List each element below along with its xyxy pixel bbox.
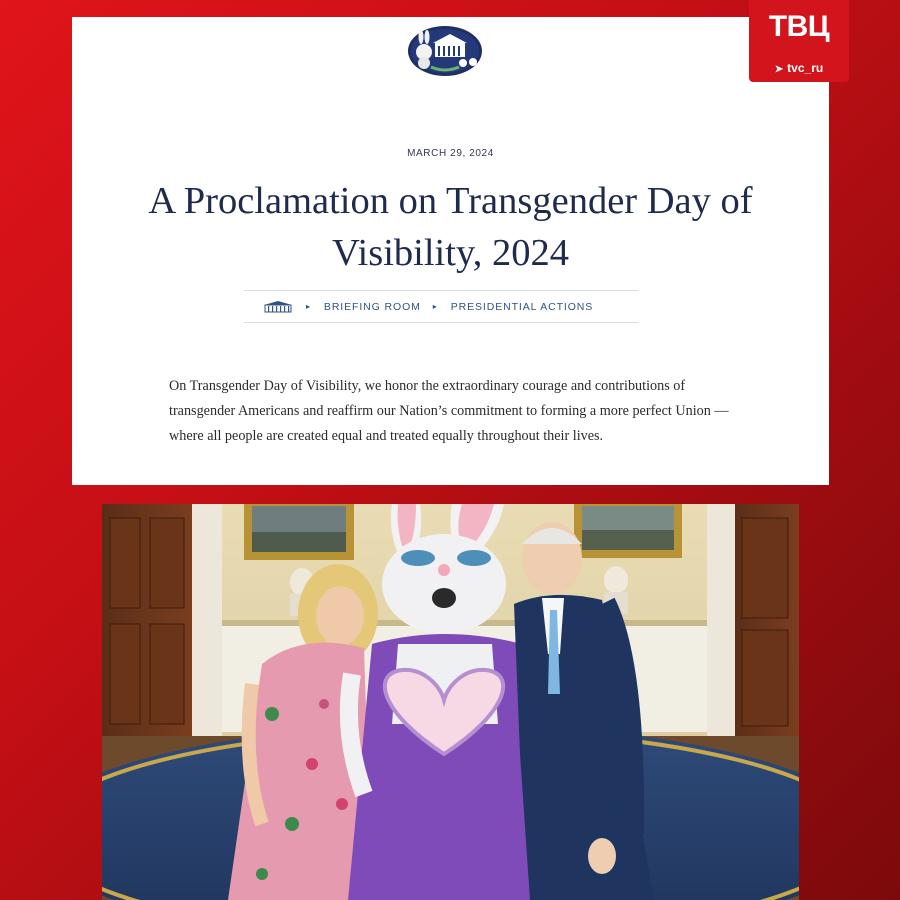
tvc-logo-text: ТВЦ bbox=[768, 10, 830, 43]
telegram-icon: ➤ bbox=[774, 64, 784, 75]
publish-date: MARCH 29, 2024 bbox=[407, 148, 494, 159]
telegram-handle-text: tvc_ru bbox=[787, 61, 824, 75]
white-house-icon[interactable] bbox=[262, 301, 294, 313]
breadcrumb-separator-icon: ▸ bbox=[432, 302, 438, 311]
breadcrumb-item-presidential-actions[interactable]: PRESIDENTIAL ACTIONS bbox=[450, 300, 594, 313]
tvc-logo bbox=[749, 0, 849, 82]
breadcrumb-separator-icon: ▸ bbox=[306, 302, 311, 311]
breadcrumb-item-briefing-room[interactable]: BRIEFING ROOM bbox=[323, 300, 421, 313]
breadcrumb bbox=[244, 290, 639, 323]
page-title: A Proclamation on Transgender Day of Visibility, 2024 bbox=[148, 180, 753, 274]
proclamation-paragraph: On Transgender Day of Visibility, we honor the extraordinary courage and contributions of transgender Americans and reaffirm our Nation’s commitment to forming a more perfect Union — where all people are created equal and treated equally throughout their lives. bbox=[169, 378, 729, 444]
event-photo bbox=[102, 504, 799, 900]
white-house-seal-icon bbox=[407, 25, 483, 77]
proclamation-card bbox=[72, 17, 829, 485]
tvc-telegram-handle bbox=[749, 61, 849, 75]
